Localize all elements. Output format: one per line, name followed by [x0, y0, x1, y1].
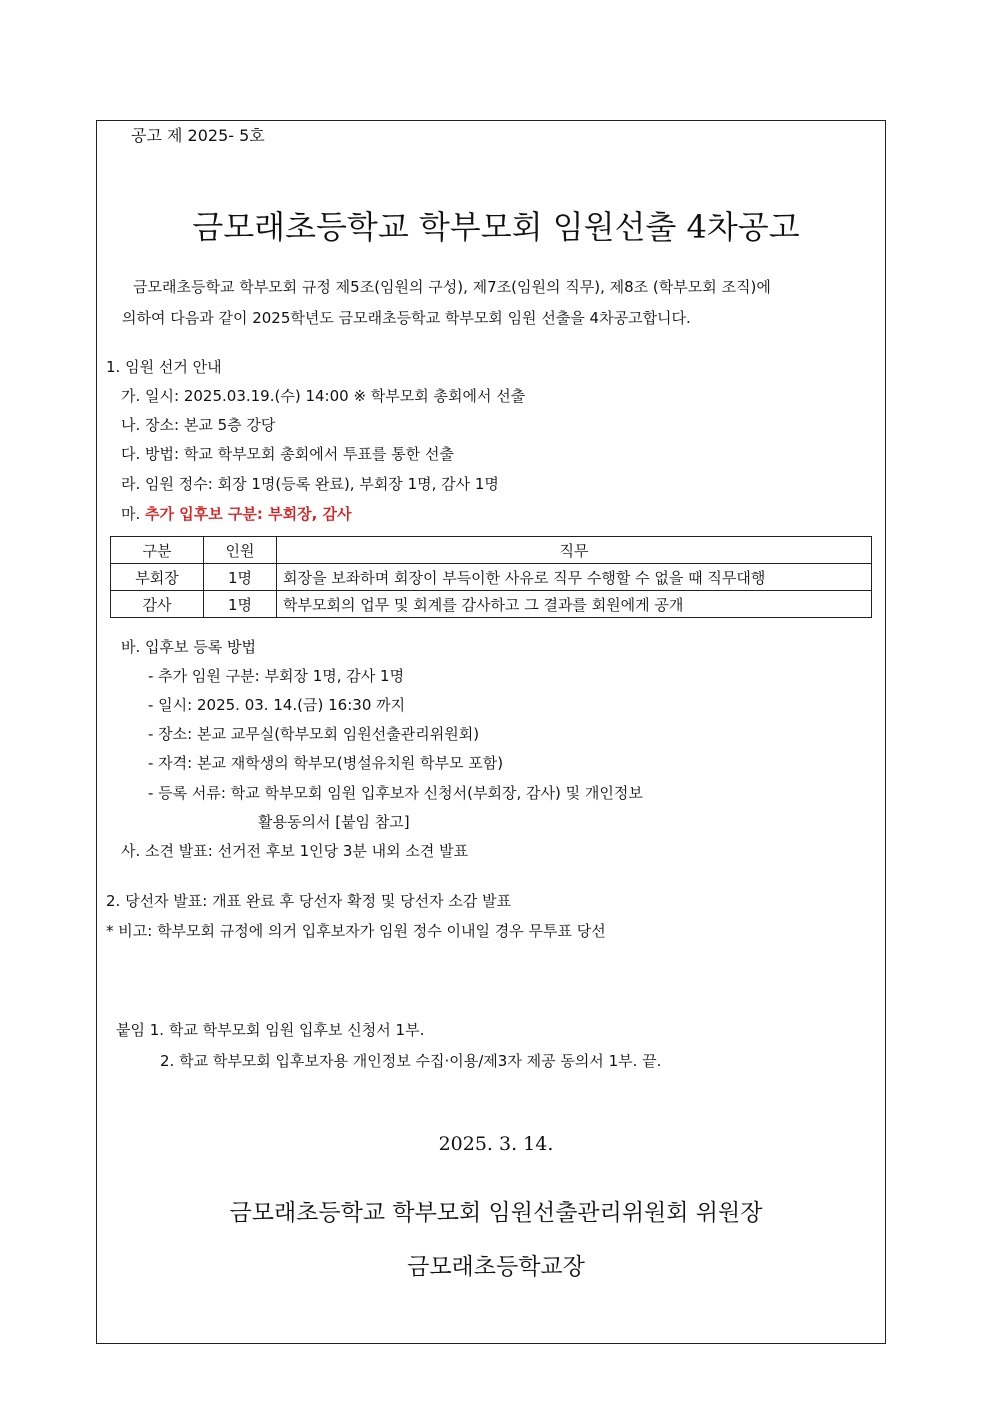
registration-item-3: - 장소: 본교 교무실(학부모회 임원선출관리위원회) — [148, 725, 480, 743]
item-ma-highlight: 추가 입후보 구분: 부회장, 감사 — [145, 505, 352, 523]
table-row — [111, 564, 872, 591]
registration-heading: 바. 입후보 등록 방법 — [121, 638, 256, 656]
attachment-line-2: 2. 학교 학부모회 입후보자용 개인정보 수집·이용/제3자 제공 동의서 1부. 끝. — [160, 1052, 662, 1070]
item-ga: 가. 일시: 2025.03.19.(수) 14:00 ※ 학부모회 총회에서 선출 — [121, 387, 526, 405]
header-role: 구분 — [111, 537, 204, 564]
issue-date: 2025. 3. 14. — [438, 1133, 554, 1155]
intro-line-1: 금모래초등학교 학부모회 규정 제5조(임원의 구성), 제7조(임원의 직무), 제8조 (학부모회 조직)에 — [133, 278, 771, 296]
item-ra: 라. 임원 정수: 회장 1명(등록 완료), 부회장 1명, 감사 1명 — [121, 475, 499, 493]
speech-item: 사. 소견 발표: 선거전 후보 1인당 3분 내외 소견 발표 — [121, 842, 469, 860]
cell-role: 부회장 — [111, 564, 204, 591]
header-count: 인원 — [204, 537, 277, 564]
intro-line-2: 의하여 다음과 같이 2025학년도 금모래초등학교 학부모회 임원 선출을 4차공고합니다. — [122, 309, 691, 327]
table-row — [111, 591, 872, 618]
registration-item-5-line-2: 활용동의서 [붙임 참고] — [258, 813, 410, 831]
item-na: 나. 장소: 본교 5층 강당 — [121, 416, 276, 434]
page-title: 금모래초등학교 학부모회 임원선출 4차공고 — [192, 208, 800, 246]
registration-item-5-line-1: - 등록 서류: 학교 학부모회 임원 입후보자 신청서(부회장, 감사) 및 개인정보 — [148, 784, 643, 802]
registration-item-2: - 일시: 2025. 03. 14.(금) 16:30 까지 — [148, 696, 406, 714]
notice-number: 공고 제 2025- 5호 — [131, 126, 265, 145]
remark: * 비고: 학부모회 규정에 의거 입후보자가 임원 정수 이내일 경우 무투표 당선 — [106, 922, 606, 940]
cell-count: 1명 — [204, 564, 277, 591]
item-ma — [121, 503, 352, 524]
header-duty: 직무 — [277, 537, 872, 564]
item-ma-prefix: 마. — [121, 505, 146, 523]
issuer-committee: 금모래초등학교 학부모회 임원선출관리위원회 위원장 — [229, 1200, 763, 1226]
cell-duty: 회장을 보좌하며 회장이 부득이한 사유로 직무 수행할 수 없을 때 직무대행 — [277, 564, 872, 591]
registration-item-4: - 자격: 본교 재학생의 학부모(병설유치원 학부모 포함) — [148, 754, 504, 772]
section-2: 2. 당선자 발표: 개표 완료 후 당선자 확정 및 당선자 소감 발표 — [106, 892, 512, 910]
cell-count: 1명 — [204, 591, 277, 618]
section-1-heading: 1. 임원 선거 안내 — [106, 358, 222, 376]
roles-table — [110, 536, 872, 618]
registration-item-1: - 추가 임원 구분: 부회장 1명, 감사 1명 — [148, 667, 405, 685]
cell-duty: 학부모회의 업무 및 회계를 감사하고 그 결과를 회원에게 공개 — [277, 591, 872, 618]
issuer-principal: 금모래초등학교장 — [407, 1254, 585, 1280]
cell-role: 감사 — [111, 591, 204, 618]
table-header-row — [111, 537, 872, 564]
item-da: 다. 방법: 학교 학부모회 총회에서 투표를 통한 선출 — [121, 445, 455, 463]
attachment-line-1: 붙임 1. 학교 학부모회 임원 입후보 신청서 1부. — [116, 1021, 425, 1039]
